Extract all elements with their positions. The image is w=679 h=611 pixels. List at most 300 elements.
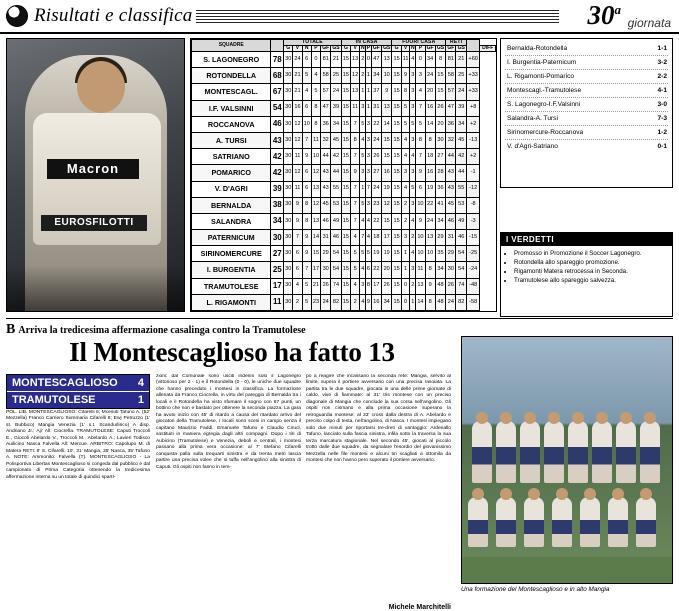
- standings-cell: 15: [392, 165, 401, 181]
- standings-team-name: ROTONDELLA: [192, 68, 271, 84]
- team-photo-player: [640, 421, 660, 483]
- result-row: [505, 98, 668, 112]
- team-photo-player-head: [500, 412, 512, 424]
- team-photo-player: [552, 497, 572, 547]
- standings-cell: 10: [311, 149, 320, 165]
- standings-cell: 3: [410, 68, 416, 84]
- standings-cell: 46: [446, 213, 456, 229]
- table-row: [192, 262, 496, 278]
- verdetti-item: • Tramutolese allo spareggio salvezza.: [514, 277, 666, 286]
- standings-cell: 13: [381, 52, 392, 68]
- team-photo-player-head: [640, 488, 652, 500]
- article-column-3: po a reagire che incassano la seconda rete: Mangia, servito al limite, supera il portiere avversario con una precisa rasoiata. La partita tra le due squadre, giocata in una delle prime giornate di caldo, vive di fiammate: al 31' tris montese con un preciso diagonale di Mangia che conclude la sua corsa nell'angolino. Gli ospiti non cismano e alla prima occasione superano la retroguardia montese: al 33' cross dalla destra di A. Abelardo e preciso colpo di testa, nell'angolino, di Nasca. I montesi impiegano solo due minuti per riportarsi tre-dreti di vantaggio: Ardenallo Tafuno, lanciato sulla fascia sinistra, infila sotto la traversa la sua terza marcatura stagionale. Nel secondo 45', giocati al piccolo trotto dalle due squadre, da segnalare l'esordio del giovanissimo Mezzella nelle file montesi e alcuni tiri scagliati a ottomila da montesi che non hanno pero superato il portiere avversario.: [306, 374, 451, 464]
- soccer-ball-icon: [6, 5, 28, 27]
- standings-cell: +33: [466, 84, 479, 100]
- result-score: 3-2: [657, 59, 667, 66]
- standings-cell: 2: [410, 230, 416, 246]
- standings-cell: 12: [311, 165, 320, 181]
- standings-cell: 55: [456, 181, 467, 197]
- standings-cell: 8: [425, 294, 435, 310]
- header-fuori-casa: FUORI CASA: [392, 40, 446, 46]
- standings-cell: 13: [425, 230, 435, 246]
- header-totale: TOTALE: [284, 40, 342, 46]
- standings-table-wrap: [190, 38, 497, 312]
- standings-cell: 5: [366, 246, 372, 262]
- standings-cell: 21: [293, 84, 302, 100]
- standings-team-name: SALANDRA: [192, 213, 271, 229]
- team-photo-caption: Una formazione del Montescaglioso e in alto Mangia: [461, 586, 610, 593]
- article-column-1: POL. LIB. MONTESCAGLIOSO: Cifarelli 6; Mcesuti Tafuno A. (52' Mezzella) Franco Carriero Summaria Cifarelli 8; Ewj Petruzzo (1' st. Bubbico) Mangia Venezia (1' s.t. Scandurlirico) A disp. Andriano Jr.; Aji' All: Ciocrella. TRAMUTOLESE: Caputi Troccoli E., Giocoli Abelardo V., Troccoli M., Abelardo A.; Lavieri Todisco Auilicino Nasca Falvella All: Mercue. ARBITRO: Capolupo M. di Matera RETI: 8' S. Cifarelli, 10', 31' Mangia, 35' Nasca, 35' Tafuno A. NOTE: Ammonito: Falvella (T). MONTESCAGLIOSO - La Polisportiva Libertas Montescaglioso si congeda dal pubblico e dal campionato di Prima Categoria ottenendo la tredicesima affermazione interna su un totale di quindici spartI-: [6, 410, 150, 480]
- standings-cell: 30: [284, 230, 293, 246]
- standings-team-name: A. TURSI: [192, 132, 271, 148]
- standings-cell: 7: [351, 181, 360, 197]
- standings-cell: 45: [446, 197, 456, 213]
- standings-cell: 39: [331, 100, 342, 116]
- team-photo-front-row: [468, 497, 668, 563]
- standings-cell: 9: [401, 68, 410, 84]
- standings-cell: 30: [435, 132, 446, 148]
- standings-cell: 8: [425, 132, 435, 148]
- standings-cell: 21: [311, 278, 320, 294]
- result-score: 0-1: [657, 143, 667, 150]
- team-photo-player: [496, 421, 516, 483]
- standings-cell: 15: [341, 84, 350, 100]
- standings-cell: 34: [435, 262, 446, 278]
- standings-points: 67: [271, 84, 284, 100]
- standings-cell: 11: [401, 52, 410, 68]
- standings-cell: 4: [351, 230, 360, 246]
- standings-cell: 26: [435, 100, 446, 116]
- standings-team-name: SIRINOMERCURE: [192, 246, 271, 262]
- standings-col-header: G: [284, 46, 293, 52]
- standings-cell: 9: [293, 213, 302, 229]
- standings-cell: -48: [466, 278, 479, 294]
- standings-cell: 15: [341, 116, 350, 132]
- standings-cell: 3: [366, 116, 372, 132]
- standings-cell: 37: [371, 84, 381, 100]
- standings-cell: 6: [302, 100, 311, 116]
- standings-cell: 30: [446, 262, 456, 278]
- standings-cell: 4: [311, 68, 320, 84]
- standings-points: 27: [271, 246, 284, 262]
- standings-cell: 3: [360, 165, 366, 181]
- standings-cell: 15: [392, 197, 401, 213]
- standings-cell: 5: [410, 116, 416, 132]
- standings-cell: 15: [341, 149, 350, 165]
- standings-cell: 10: [425, 246, 435, 262]
- standings-cell: 7: [351, 149, 360, 165]
- standings-cell: 22: [371, 116, 381, 132]
- standings-col-header: GF: [447, 45, 455, 51]
- standings-cell: 21: [456, 52, 467, 68]
- standings-cell: 3: [401, 230, 410, 246]
- standings-cell: 8: [351, 132, 360, 148]
- standings-cell: 54: [331, 246, 342, 262]
- standings-cell: 57: [446, 84, 456, 100]
- standings-cell: -13: [466, 132, 479, 148]
- standings-cell: 17: [311, 262, 320, 278]
- standings-cell: 15: [392, 68, 401, 84]
- standings-team-name: POMARICO: [192, 165, 271, 181]
- standings-cell: 5: [302, 294, 311, 310]
- standings-cell: 35: [435, 246, 446, 262]
- standings-body: [192, 52, 496, 311]
- article-divider: [6, 318, 673, 319]
- standings-team-name: MONTESCAGL.: [192, 84, 271, 100]
- standings-cell: 34: [381, 294, 392, 310]
- standings-cell: 5: [401, 100, 410, 116]
- standings-col-header: V: [401, 46, 410, 52]
- standings-cell: 49: [456, 213, 467, 229]
- standings-cell: 13: [311, 213, 320, 229]
- standings-cell: 8: [311, 100, 320, 116]
- standings-cell: 21: [331, 52, 342, 68]
- standings-cell: 7: [302, 262, 311, 278]
- standings-cell: 58: [321, 68, 331, 84]
- table-row: [192, 181, 496, 197]
- standings-points: 17: [271, 278, 284, 294]
- standings-cell: 12: [293, 165, 302, 181]
- standings-cell: 8: [302, 213, 311, 229]
- standings-cell: 30: [284, 213, 293, 229]
- team-photo-player: [636, 497, 656, 547]
- team-photo-player: [608, 497, 628, 547]
- verdetti-title: I VERDETTI: [501, 233, 672, 246]
- team-photo-player-head: [524, 412, 536, 424]
- result-score: 7-3: [657, 115, 667, 122]
- match-scorebox: [6, 374, 150, 409]
- standings-cell: 4: [293, 278, 302, 294]
- standings-cell: 15: [392, 246, 401, 262]
- result-score: 3-0: [657, 101, 667, 108]
- team-photo-player: [592, 421, 612, 483]
- standings-col-header: G: [392, 46, 401, 52]
- standings-cell: 46: [321, 213, 331, 229]
- standings-cell: 7: [351, 213, 360, 229]
- standings-cell: 25: [331, 68, 342, 84]
- standings-cell: 11: [293, 181, 302, 197]
- standings-col-header: GS: [383, 45, 391, 51]
- standings-cell: 8: [302, 197, 311, 213]
- team-photo-back-row: [472, 421, 664, 499]
- team-photo-player: [472, 421, 492, 483]
- standings-cell: 3: [366, 132, 372, 148]
- standings-col-header: DIFF: [480, 46, 496, 52]
- standings-team-name: I.F. VALSINNI: [192, 100, 271, 116]
- standings-cell: 1: [360, 84, 366, 100]
- standings-cell: +33: [466, 68, 479, 84]
- standings-cell: 45: [331, 132, 342, 148]
- table-row: [192, 213, 496, 229]
- standings-cell: 17: [371, 278, 381, 294]
- standings-cell: 26: [446, 278, 456, 294]
- standings-cell: 24: [331, 84, 342, 100]
- standings-cell: 30: [284, 52, 293, 68]
- standings-cell: 18: [425, 149, 435, 165]
- standings-cell: 3: [401, 165, 410, 181]
- standings-cell: 4: [410, 246, 416, 262]
- standings-points: 39: [271, 181, 284, 197]
- standings-cell: 3: [410, 84, 416, 100]
- standings-cell: 9: [302, 230, 311, 246]
- standings-cell: 1: [360, 181, 366, 197]
- result-row: [505, 42, 668, 56]
- standings-col-header: P: [311, 46, 320, 52]
- team-photo-player-head: [584, 488, 596, 500]
- standings-cell: 10: [416, 197, 425, 213]
- standings-cell: 3: [360, 278, 366, 294]
- standings-cell: 15: [392, 149, 401, 165]
- standings-cell: 7: [351, 197, 360, 213]
- standings-cell: 10: [416, 230, 425, 246]
- standings-cell: 4: [410, 149, 416, 165]
- standings-cell: 3: [366, 197, 372, 213]
- standings-col-header: GS: [457, 45, 465, 51]
- standings-cell: 8: [416, 132, 425, 148]
- result-match-name: S. Lagonegro-I.F.Valsinni: [507, 101, 581, 108]
- standings-cell: 19: [371, 246, 381, 262]
- standings-cell: 20: [425, 84, 435, 100]
- standings-cell: 5: [416, 116, 425, 132]
- standings-cell: 4: [401, 132, 410, 148]
- standings-cell: 14: [311, 230, 320, 246]
- standings-cell: 9: [302, 246, 311, 262]
- table-row: [192, 278, 496, 294]
- standings-cell: 9: [293, 197, 302, 213]
- standings-cell: 21: [293, 68, 302, 84]
- standings-team-name: V. D'AGRI: [192, 181, 271, 197]
- standings-cell: 47: [371, 52, 381, 68]
- standings-cell: 6: [302, 181, 311, 197]
- standings-points: 30: [271, 230, 284, 246]
- standings-cell: 82: [456, 294, 467, 310]
- standings-cell: 15: [341, 294, 350, 310]
- standings-cell: 24: [371, 181, 381, 197]
- standings-cell: 4: [360, 132, 366, 148]
- standings-cell: 53: [331, 197, 342, 213]
- standings-cell: 11: [416, 262, 425, 278]
- scorebox-away-team: TRAMUTOLESE: [12, 394, 96, 406]
- standings-points: 43: [271, 132, 284, 148]
- standings-cell: 7: [360, 230, 366, 246]
- standings-cell: 7: [416, 100, 425, 116]
- standings-cell: 11: [351, 100, 360, 116]
- standings-col-header: V: [293, 46, 302, 52]
- standings-cell: 3: [410, 132, 416, 148]
- standings-cell: 42: [331, 149, 342, 165]
- standings-cell: 30: [321, 262, 331, 278]
- standings-cell: +2: [466, 116, 479, 132]
- standings-cell: 8: [366, 278, 372, 294]
- result-match-name: L. Rigamonti-Pomarico: [507, 73, 575, 80]
- standings-cell: 55: [331, 181, 342, 197]
- article-kicker: [6, 322, 456, 338]
- standings-team-name: S. LAGONEGRO: [192, 52, 271, 68]
- standings-cell: 5: [351, 262, 360, 278]
- standings-cell: 5: [302, 278, 311, 294]
- standings-cell: 30: [284, 246, 293, 262]
- standings-cell: 4: [416, 84, 425, 100]
- table-row: [192, 52, 496, 68]
- standings-col-header: N: [360, 45, 365, 51]
- standings-cell: +60: [466, 52, 479, 68]
- matchday-number: [588, 0, 622, 31]
- standings-cell: 4: [401, 181, 410, 197]
- standings-cell: 18: [371, 230, 381, 246]
- header-squadre: SQUADRE: [192, 40, 271, 52]
- standings-cell: 20: [435, 116, 446, 132]
- standings-cell: 6: [293, 262, 302, 278]
- standings-cell: 10: [302, 116, 311, 132]
- table-row: [192, 165, 496, 181]
- team-photo-player-head: [612, 488, 624, 500]
- standings-cell: 31: [371, 100, 381, 116]
- player-photo: [6, 38, 185, 312]
- standings-cell: 3: [410, 100, 416, 116]
- standings-cell: 2: [401, 197, 410, 213]
- standings-points: 11: [271, 294, 284, 310]
- standings-cell: 7: [293, 230, 302, 246]
- standings-cell: 48: [435, 294, 446, 310]
- standings-cell: 81: [446, 52, 456, 68]
- standings-points: 78: [271, 52, 284, 68]
- table-row: [192, 100, 496, 116]
- standings-cell: 11: [311, 132, 320, 148]
- standings-cell: 1: [366, 68, 372, 84]
- standings-cell: 9: [351, 165, 360, 181]
- standings-cell: 26: [371, 149, 381, 165]
- standings-cell: 15: [381, 213, 392, 229]
- standings-cell: 47: [446, 100, 456, 116]
- article-kicker-text: Arriva la tredicesima affermazione casalinga contro la Tramutolese: [18, 325, 306, 336]
- standings-cell: 57: [321, 84, 331, 100]
- scorebox-row-home: [7, 375, 149, 391]
- standings-cell: 15: [341, 230, 350, 246]
- standings-table: [191, 39, 496, 311]
- standings-cell: 34: [425, 52, 435, 68]
- standings-cell: 81: [321, 52, 331, 68]
- article-byline: Michele Marchitelli: [388, 604, 451, 611]
- standings-team-name: BERNALDA: [192, 197, 271, 213]
- matchday-ordinal: a: [614, 2, 621, 17]
- standings-cell: 15: [392, 294, 401, 310]
- standings-cell: 15: [392, 132, 401, 148]
- standings-cell: 12: [351, 68, 360, 84]
- header-diff: [466, 40, 479, 52]
- standings-cell: 9: [366, 294, 372, 310]
- standings-cell: 1: [401, 262, 410, 278]
- standings-cell: 3: [410, 197, 416, 213]
- standings-cell: 4: [410, 213, 416, 229]
- standings-cell: 14: [425, 116, 435, 132]
- standings-cell: 15: [341, 132, 350, 148]
- standings-cell: 44: [321, 149, 331, 165]
- standings-team-name: I. BURGENTIA: [192, 262, 271, 278]
- standings-cell: 54: [456, 262, 467, 278]
- standings-cell: 2: [410, 278, 416, 294]
- scorebox-away-goals: 1: [137, 394, 144, 406]
- standings-points: 42: [271, 165, 284, 181]
- standings-cell: 16: [425, 165, 435, 181]
- standings-cell: 4: [360, 213, 366, 229]
- standings-team-name: ROCCANOVA: [192, 116, 271, 132]
- standings-cell: 4: [360, 262, 366, 278]
- standings-col-header: GS: [332, 45, 340, 51]
- team-photo-player-head: [528, 488, 540, 500]
- standings-points: 54: [271, 100, 284, 116]
- standings-cell: 15: [341, 197, 350, 213]
- standings-cell: 2: [293, 294, 302, 310]
- standings-cell: 19: [381, 181, 392, 197]
- standings-team-name: SATRIANO: [192, 149, 271, 165]
- standings-cell: 4: [366, 213, 372, 229]
- standings-cell: 12: [293, 116, 302, 132]
- standings-cell: 2: [401, 213, 410, 229]
- standings-cell: 27: [371, 165, 381, 181]
- article: [0, 318, 679, 611]
- standings-team-name: L. RIGAMONTI: [192, 294, 271, 310]
- standings-cell: 15: [341, 100, 350, 116]
- team-photo-player-head: [472, 488, 484, 500]
- standings-cell: 1: [410, 294, 416, 310]
- standings-cell: -15: [466, 230, 479, 246]
- result-match-name: Salandra-A. Tursi: [507, 115, 558, 122]
- standings-cell: 16: [381, 165, 392, 181]
- standings-cell: 32: [446, 132, 456, 148]
- standings-col-header: N: [411, 45, 415, 51]
- standings-cell: 13: [311, 181, 320, 197]
- result-row: [505, 112, 668, 126]
- standings-col-header: GS: [436, 45, 445, 51]
- result-match-name: V. d'Agri-Satriano: [507, 143, 558, 150]
- standings-cell: 6: [302, 52, 311, 68]
- standings-cell: 14: [416, 294, 425, 310]
- standings-cell: 3: [416, 68, 425, 84]
- standings-cell: 36: [435, 181, 446, 197]
- standings-cell: 22: [371, 213, 381, 229]
- team-photo-player: [616, 421, 636, 483]
- standings-cell: 15: [341, 52, 350, 68]
- standings-cell: 15: [392, 213, 401, 229]
- standings-cell: 24: [321, 294, 331, 310]
- standings-cell: 22: [371, 262, 381, 278]
- standings-cell: 15: [341, 165, 350, 181]
- standings-cell: 1: [401, 246, 410, 262]
- result-row: [505, 126, 668, 140]
- standings-cell: 6: [302, 165, 311, 181]
- standings-cell: 15: [341, 213, 350, 229]
- standings-cell: 28: [435, 165, 446, 181]
- standings-col-header: GF: [426, 45, 434, 51]
- standings-cell: 1: [366, 84, 372, 100]
- standings-points: 34: [271, 213, 284, 229]
- standings-cell: 49: [331, 213, 342, 229]
- standings-cell: 45: [456, 132, 467, 148]
- standings-cell: 12: [381, 197, 392, 213]
- standings-cell: 36: [321, 116, 331, 132]
- standings-team-name: TRAMUTOLESE: [192, 278, 271, 294]
- standings-cell: 43: [321, 165, 331, 181]
- matchday-label: giornata: [627, 16, 671, 30]
- standings-cell: -24: [466, 262, 479, 278]
- standings-cell: 6: [366, 262, 372, 278]
- standings-col-header: N: [302, 46, 311, 52]
- standings-cell: 25: [456, 68, 467, 84]
- standings-cell: 24: [456, 84, 467, 100]
- standings-cell: -25: [466, 246, 479, 262]
- standings-cell: 4: [351, 278, 360, 294]
- team-photo-player-head: [644, 412, 656, 424]
